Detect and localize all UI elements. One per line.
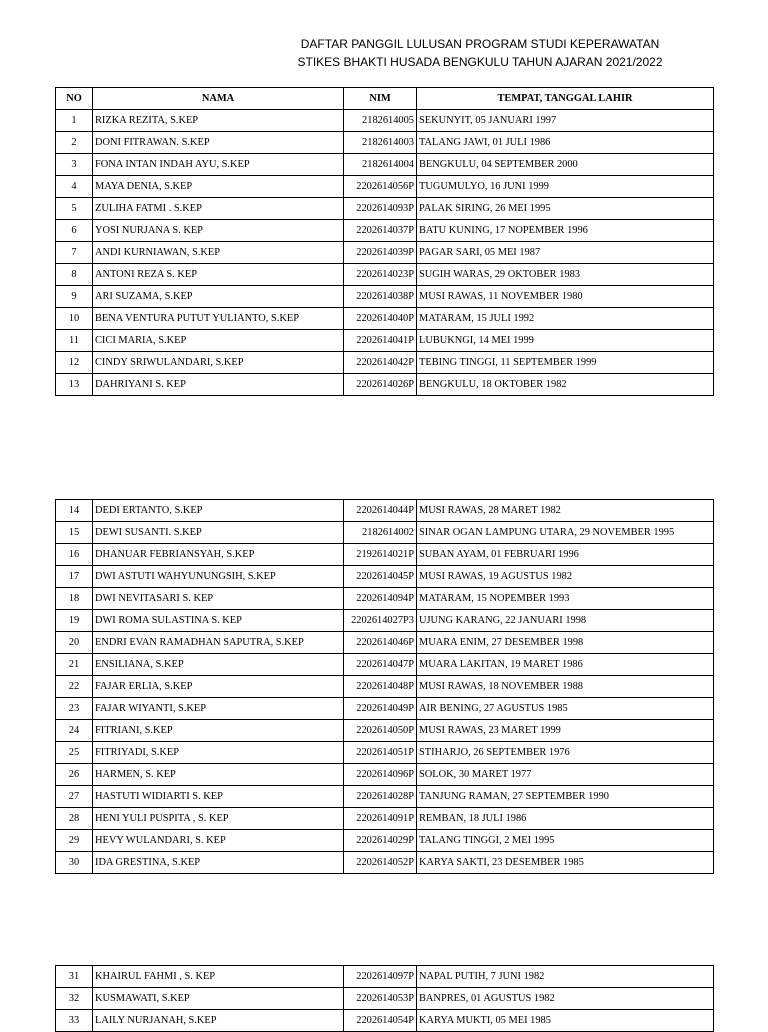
table-row xyxy=(56,198,714,220)
table-row xyxy=(56,742,714,764)
cell-nim: 2202614048P xyxy=(344,676,417,698)
cell-nim: 2202614026P xyxy=(344,374,417,396)
cell-no: 7 xyxy=(56,242,93,264)
cell-nim: 2202614028P xyxy=(344,786,417,808)
cell-no: 3 xyxy=(56,154,93,176)
cell-tempat-tanggal-lahir: KARYA MUKTI, 05 MEI 1985 xyxy=(417,1010,714,1032)
table-row xyxy=(56,988,714,1010)
cell-no: 31 xyxy=(56,966,93,988)
cell-no: 8 xyxy=(56,264,93,286)
cell-nama: ENDRI EVAN RAMADHAN SAPUTRA, S.KEP xyxy=(93,632,344,654)
cell-tempat-tanggal-lahir: UJUNG KARANG, 22 JANUARI 1998 xyxy=(417,610,714,632)
table-row xyxy=(56,720,714,742)
cell-no: 10 xyxy=(56,308,93,330)
table-row xyxy=(56,264,714,286)
cell-no: 32 xyxy=(56,988,93,1010)
cell-nama: CICI MARIA, S.KEP xyxy=(93,330,344,352)
cell-nim: 2202614049P xyxy=(344,698,417,720)
cell-tempat-tanggal-lahir: PAGAR SARI, 05 MEI 1987 xyxy=(417,242,714,264)
header-nama: NAMA xyxy=(93,88,344,110)
table-row xyxy=(56,374,714,396)
cell-no: 2 xyxy=(56,132,93,154)
cell-no: 17 xyxy=(56,566,93,588)
cell-tempat-tanggal-lahir: BANPRES, 01 AGUSTUS 1982 xyxy=(417,988,714,1010)
document-title-line-2: STIKES BHAKTI HUSADA BENGKULU TAHUN AJARAN 2021/2022 xyxy=(297,55,663,69)
table-row xyxy=(56,588,714,610)
cell-nim: 2202614052P xyxy=(344,852,417,874)
cell-nim: 2182614003 xyxy=(344,132,417,154)
cell-tempat-tanggal-lahir: MUSI RAWAS, 19 AGUSTUS 1982 xyxy=(417,566,714,588)
cell-tempat-tanggal-lahir: KARYA SAKTI, 23 DESEMBER 1985 xyxy=(417,852,714,874)
cell-nim: 2182614004 xyxy=(344,154,417,176)
cell-no: 23 xyxy=(56,698,93,720)
cell-nama: RIZKA REZITA, S.KEP xyxy=(93,110,344,132)
cell-no: 1 xyxy=(56,110,93,132)
cell-nama: DWI ASTUTI WAHYUNUNGSIH, S.KEP xyxy=(93,566,344,588)
table-row xyxy=(56,698,714,720)
cell-nama: DHANUAR FEBRIANSYAH, S.KEP xyxy=(93,544,344,566)
cell-tempat-tanggal-lahir: SINAR OGAN LAMPUNG UTARA, 29 NOVEMBER 1995 xyxy=(417,522,714,544)
cell-tempat-tanggal-lahir: MATARAM, 15 JULI 1992 xyxy=(417,308,714,330)
cell-nama: IDA GRESTINA, S.KEP xyxy=(93,852,344,874)
cell-tempat-tanggal-lahir: MUSI RAWAS, 28 MARET 1982 xyxy=(417,500,714,522)
cell-nim: 2202614053P xyxy=(344,988,417,1010)
graduate-table-3 xyxy=(55,965,714,1032)
cell-nim: 2202614054P xyxy=(344,1010,417,1032)
cell-no: 14 xyxy=(56,500,93,522)
table-row xyxy=(56,220,714,242)
header-nim: NIM xyxy=(344,88,417,110)
cell-tempat-tanggal-lahir: REMBAN, 18 JULI 1986 xyxy=(417,808,714,830)
cell-nim: 2202614097P xyxy=(344,966,417,988)
table-row xyxy=(56,1010,714,1032)
table-row xyxy=(56,764,714,786)
cell-nama: ZULIHA FATMI . S.KEP xyxy=(93,198,344,220)
cell-no: 9 xyxy=(56,286,93,308)
cell-nama: ENSILIANA, S.KEP xyxy=(93,654,344,676)
cell-no: 29 xyxy=(56,830,93,852)
table-row xyxy=(56,808,714,830)
table-row xyxy=(56,676,714,698)
cell-nim: 2202614056P xyxy=(344,176,417,198)
cell-no: 33 xyxy=(56,1010,93,1032)
cell-nim: 2202614040P xyxy=(344,308,417,330)
cell-tempat-tanggal-lahir: MUSI RAWAS, 18 NOVEMBER 1988 xyxy=(417,676,714,698)
cell-nim: 2202614023P xyxy=(344,264,417,286)
cell-no: 13 xyxy=(56,374,93,396)
cell-tempat-tanggal-lahir: BENGKULU, 18 OKTOBER 1982 xyxy=(417,374,714,396)
table-row xyxy=(56,632,714,654)
cell-nama: HASTUTI WIDIARTI S. KEP xyxy=(93,786,344,808)
cell-nim: 2202614042P xyxy=(344,352,417,374)
header-no: NO xyxy=(56,88,93,110)
table-row xyxy=(56,242,714,264)
cell-nama: DWI ROMA SULASTINA S. KEP xyxy=(93,610,344,632)
cell-no: 6 xyxy=(56,220,93,242)
cell-nama: DONI FITRAWAN. S.KEP xyxy=(93,132,344,154)
cell-nama: DWI NEVITASARI S. KEP xyxy=(93,588,344,610)
table-row xyxy=(56,500,714,522)
cell-tempat-tanggal-lahir: AIR BENING, 27 AGUSTUS 1985 xyxy=(417,698,714,720)
table-row xyxy=(56,522,714,544)
graduate-table-1 xyxy=(55,87,714,396)
cell-no: 22 xyxy=(56,676,93,698)
cell-nama: DAHRIYANI S. KEP xyxy=(93,374,344,396)
cell-tempat-tanggal-lahir: TEBING TINGGI, 11 SEPTEMBER 1999 xyxy=(417,352,714,374)
table-row xyxy=(56,610,714,632)
cell-no: 28 xyxy=(56,808,93,830)
table-row xyxy=(56,654,714,676)
cell-tempat-tanggal-lahir: BATU KUNING, 17 NOPEMBER 1996 xyxy=(417,220,714,242)
cell-nim: 2202614047P xyxy=(344,654,417,676)
cell-nama: FITRIANI, S.KEP xyxy=(93,720,344,742)
cell-tempat-tanggal-lahir: TUGUMULYO, 16 JUNI 1999 xyxy=(417,176,714,198)
table-row xyxy=(56,110,714,132)
table-row xyxy=(56,830,714,852)
cell-nama: YOSI NURJANA S. KEP xyxy=(93,220,344,242)
cell-nim: 2202614050P xyxy=(344,720,417,742)
cell-nama: CINDY SRIWULANDARI, S.KEP xyxy=(93,352,344,374)
cell-nim: 2182614005 xyxy=(344,110,417,132)
cell-nim: 2202614091P xyxy=(344,808,417,830)
table-row xyxy=(56,132,714,154)
cell-tempat-tanggal-lahir: MUSI RAWAS, 11 NOVEMBER 1980 xyxy=(417,286,714,308)
table-row xyxy=(56,308,714,330)
table-row xyxy=(56,786,714,808)
table-row xyxy=(56,544,714,566)
table-row xyxy=(56,154,714,176)
cell-nama: DEWI SUSANTI. S.KEP xyxy=(93,522,344,544)
cell-nim: 2202614039P xyxy=(344,242,417,264)
cell-tempat-tanggal-lahir: NAPAL PUTIH, 7 JUNI 1982 xyxy=(417,966,714,988)
header-tempat-tanggal-lahir: TEMPAT, TANGGAL LAHIR xyxy=(417,88,714,110)
cell-no: 19 xyxy=(56,610,93,632)
cell-no: 25 xyxy=(56,742,93,764)
table-row xyxy=(56,566,714,588)
cell-nama: FONA INTAN INDAH AYU, S.KEP xyxy=(93,154,344,176)
cell-no: 12 xyxy=(56,352,93,374)
cell-nim: 2202614041P xyxy=(344,330,417,352)
cell-tempat-tanggal-lahir: MATARAM, 15 NOPEMBER 1993 xyxy=(417,588,714,610)
table-row xyxy=(56,352,714,374)
table-row xyxy=(56,852,714,874)
cell-no: 27 xyxy=(56,786,93,808)
table-row xyxy=(56,176,714,198)
cell-no: 24 xyxy=(56,720,93,742)
cell-nama: FAJAR WIYANTI, S.KEP xyxy=(93,698,344,720)
cell-nim: 2202614037P xyxy=(344,220,417,242)
cell-tempat-tanggal-lahir: TANJUNG RAMAN, 27 SEPTEMBER 1990 xyxy=(417,786,714,808)
cell-tempat-tanggal-lahir: SUBAN AYAM, 01 FEBRUARI 1996 xyxy=(417,544,714,566)
cell-nama: HENI YULI PUSPITA , S. KEP xyxy=(93,808,344,830)
cell-nama: MAYA DENIA, S.KEP xyxy=(93,176,344,198)
cell-nama: KHAIRUL FAHMI , S. KEP xyxy=(93,966,344,988)
cell-nim: 2182614002 xyxy=(344,522,417,544)
cell-tempat-tanggal-lahir: SUGIH WARAS, 29 OKTOBER 1983 xyxy=(417,264,714,286)
table-row xyxy=(56,330,714,352)
cell-nama: DEDI ERTANTO, S.KEP xyxy=(93,500,344,522)
document-title-line-1: DAFTAR PANGGIL LULUSAN PROGRAM STUDI KEPERAWATAN xyxy=(300,37,660,51)
cell-no: 21 xyxy=(56,654,93,676)
cell-nim: 2202614046P xyxy=(344,632,417,654)
cell-tempat-tanggal-lahir: PALAK SIRING, 26 MEI 1995 xyxy=(417,198,714,220)
cell-no: 18 xyxy=(56,588,93,610)
cell-no: 4 xyxy=(56,176,93,198)
cell-tempat-tanggal-lahir: TALANG JAWI, 01 JULI 1986 xyxy=(417,132,714,154)
cell-nama: FITRIYADI, S.KEP xyxy=(93,742,344,764)
table-row xyxy=(56,966,714,988)
cell-nama: FAJAR ERLIA, S.KEP xyxy=(93,676,344,698)
cell-nim: 2202614038P xyxy=(344,286,417,308)
cell-tempat-tanggal-lahir: BENGKULU, 04 SEPTEMBER 2000 xyxy=(417,154,714,176)
cell-no: 26 xyxy=(56,764,93,786)
cell-nim: 2202614029P xyxy=(344,830,417,852)
table-header-row xyxy=(56,88,714,110)
cell-nama: LAILY NURJANAH, S.KEP xyxy=(93,1010,344,1032)
cell-no: 16 xyxy=(56,544,93,566)
cell-no: 5 xyxy=(56,198,93,220)
cell-nim: 2202614044P xyxy=(344,500,417,522)
cell-nama: ANDI KURNIAWAN, S.KEP xyxy=(93,242,344,264)
cell-tempat-tanggal-lahir: MUSI RAWAS, 23 MARET 1999 xyxy=(417,720,714,742)
cell-nama: HEVY WULANDARI, S. KEP xyxy=(93,830,344,852)
cell-no: 20 xyxy=(56,632,93,654)
graduate-table-2 xyxy=(55,499,714,874)
cell-tempat-tanggal-lahir: TALANG TINGGI, 2 MEI 1995 xyxy=(417,830,714,852)
cell-no: 15 xyxy=(56,522,93,544)
cell-no: 11 xyxy=(56,330,93,352)
cell-nama: KUSMAWATI, S.KEP xyxy=(93,988,344,1010)
cell-nim: 2192614021P xyxy=(344,544,417,566)
cell-nama: BENA VENTURA PUTUT YULIANTO, S.KEP xyxy=(93,308,344,330)
cell-nim: 2202614096P xyxy=(344,764,417,786)
cell-tempat-tanggal-lahir: MUARA LAKITAN, 19 MARET 1986 xyxy=(417,654,714,676)
cell-tempat-tanggal-lahir: LUBUKNGI, 14 MEI 1999 xyxy=(417,330,714,352)
cell-nama: ARI SUZAMA, S.KEP xyxy=(93,286,344,308)
cell-nama: HARMEN, S. KEP xyxy=(93,764,344,786)
cell-nim: 2202614093P xyxy=(344,198,417,220)
table-row xyxy=(56,286,714,308)
cell-tempat-tanggal-lahir: SOLOK, 30 MARET 1977 xyxy=(417,764,714,786)
cell-nim: 2202614027P3 xyxy=(344,610,417,632)
cell-nim: 2202614094P xyxy=(344,588,417,610)
cell-nim: 2202614045P xyxy=(344,566,417,588)
cell-tempat-tanggal-lahir: MUARA ENIM, 27 DESEMBER 1998 xyxy=(417,632,714,654)
cell-no: 30 xyxy=(56,852,93,874)
cell-tempat-tanggal-lahir: SEKUNYIT, 05 JANUARI 1997 xyxy=(417,110,714,132)
cell-nama: ANTONI REZA S. KEP xyxy=(93,264,344,286)
cell-nim: 2202614051P xyxy=(344,742,417,764)
cell-tempat-tanggal-lahir: STIHARJO, 26 SEPTEMBER 1976 xyxy=(417,742,714,764)
